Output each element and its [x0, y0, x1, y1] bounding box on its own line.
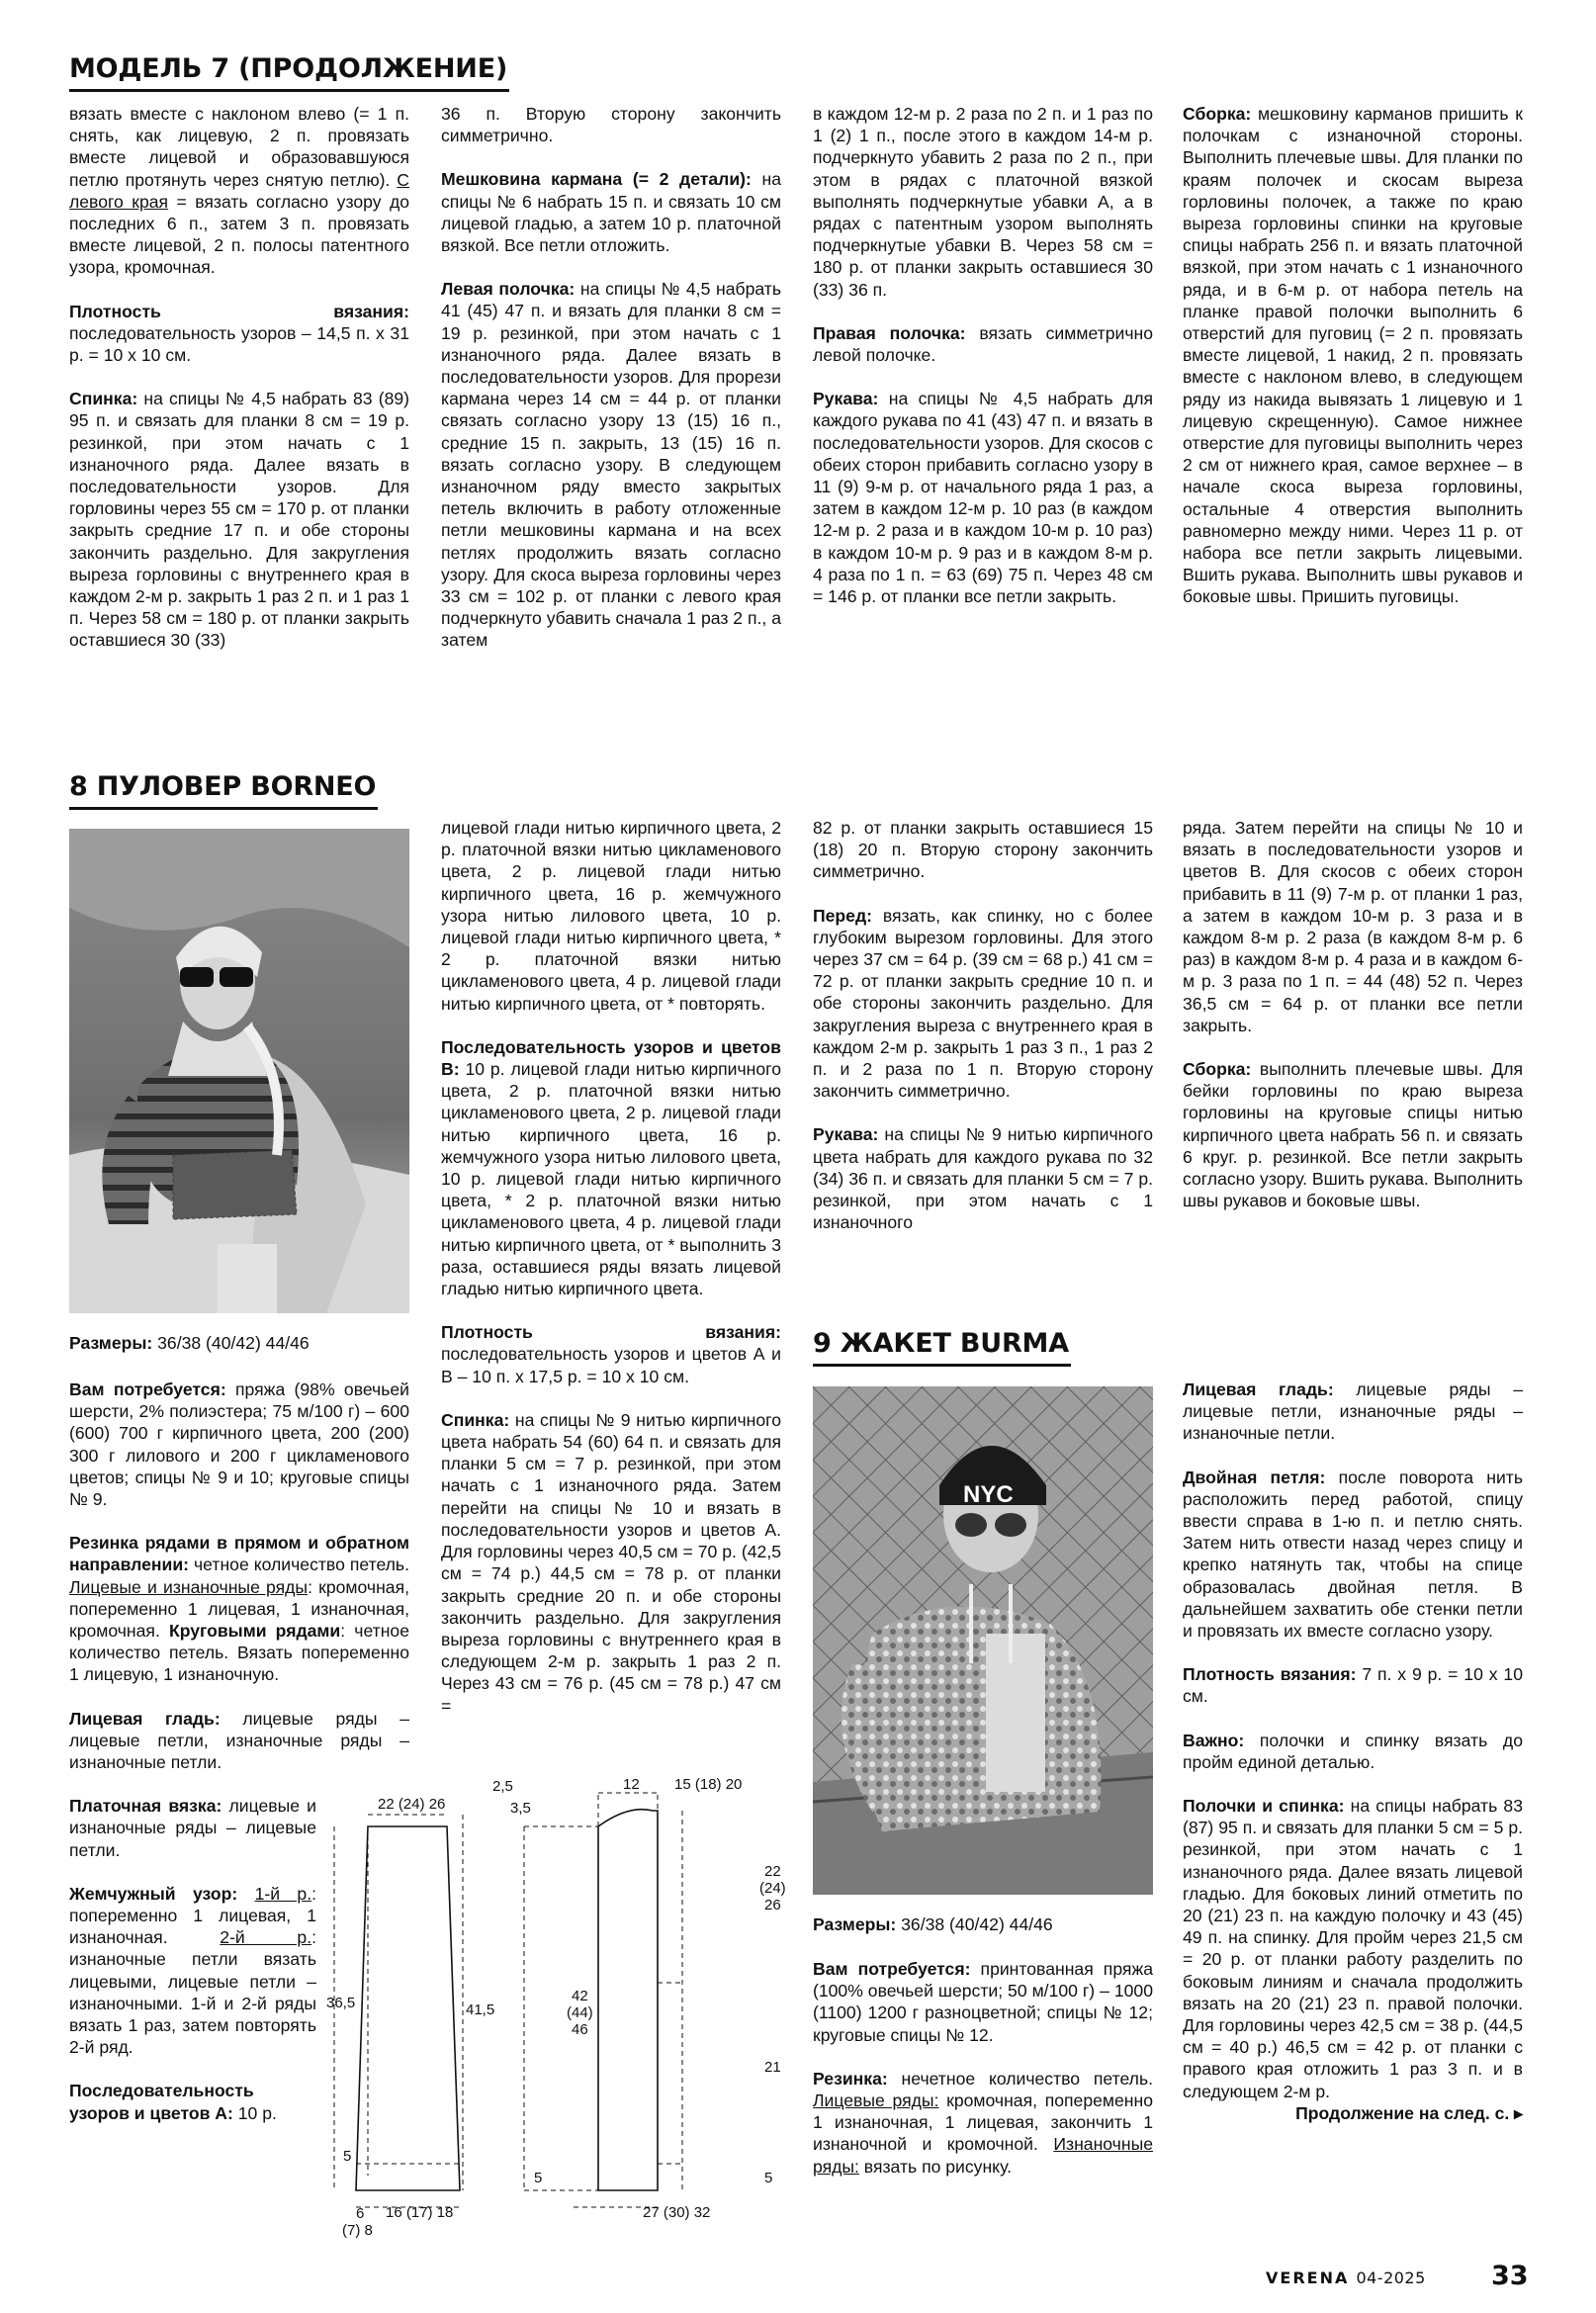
continued-next-page: Продолжение на след. с. ▸ — [1295, 2102, 1523, 2123]
dim-24: (24) — [759, 1880, 786, 1897]
m8-sleeves-cont: ряда. Затем перейти на спицы № 10 и вязать в последовательности узоров и цветов В. Для скосов с обеих сторон прибавить в 11 (9) 7-м р. от планки 1 раз, а затем в каждом 10-м р. 3 раза и в каждом 8-м р. 2 раза (в каждом 8-м р. 6 раз) в каждом 8-м р. 4 раза и в каждом 6-м р. 3 раза по 1 п. = 44 (48) 52 п. Через 36,5 см = 64 р. от планки все петли закрыть. — [1183, 818, 1523, 1035]
section-title-model-8: 8 ПУЛОВЕР BORNEO — [69, 771, 378, 810]
pattern-schema — [326, 1775, 791, 2220]
dim-2-5: 2,5 — [492, 1778, 513, 1795]
m8-column-4 — [1183, 817, 1523, 1211]
m8-rib: Резинка рядами в прямом и обратном направлении: четное количество петель. Лицевые и изнаночные ряды: кромочная, попеременно 1 лицевая, 1 изнаночная, кромочная. Круговыми рядами: четное количество петель. Вязать попеременно 1 лицевую, 1 изнаночную. — [69, 1533, 410, 1685]
pullover-photo — [69, 829, 409, 1313]
m8-sequence-a-cont: лицевой глади нитью кирпичного цвета, 2 р. платочной вязки нитью цикламенового цвета, 2 р. лицевой глади нитью кирпичного цвета, 16 р. жемчужного узора нитью лилового цвета, 10 р. лицевой глади нитью кирпичного цвета, * 2 р. платочной вязки нитью цикламенового цвета, 4 р. лицевой глади нитью кирпичного цвета, от * повторять. — [441, 818, 781, 1014]
pullover-photo-illustration — [69, 829, 409, 1313]
m8-sizes: Размеры: 36/38 (40/42) 44/46 — [69, 1333, 310, 1353]
m8-assembly: Сборка: выполнить плечевые швы. Для бейки горловины по краю выреза горловины на круговые спицы нитью кирпичного цвета набрать 56 п. и связать 6 круг. р. резинкой. Все петли закрыть согласно узору. Вшить рукава. Выполнить швы рукавов и боковые швы. — [1183, 1059, 1523, 1211]
m8-column-2 — [441, 817, 781, 1717]
m8-front: Перед: вязать, как спинку, но с более глубоким вырезом горловины. Для этого через 37 см = 64 р. (39 см = 68 р.) 41 см = 72 р. от планки закрыть средние 10 п. и обе стороны закончить раздельно. Для закругления выреза с внутреннего края в каждом 2-м р. закрыть 1 раз 3 п., 1 раз 2 п. и 2 раза по 1 п. Вторую сторону закончить симметрично. — [813, 905, 1153, 1102]
m7-column-2 — [441, 103, 781, 652]
sleeve-shape — [356, 1826, 460, 2190]
m7-paragraph: 36 п. Вторую сторону закончить симметрично. — [441, 104, 781, 146]
dim-22: 22 — [764, 1863, 781, 1880]
m8-sleeves: Рукава: на спицы № 9 нитью кирпичного цвета набрать для каждого рукава по 32 (34) 36 п. и связать для планки 5 см = 7 р. резинкой, при этом начать с 1 изнаночного — [813, 1124, 1153, 1233]
dim-sleeve-cuff: 5 — [343, 2148, 352, 2165]
m7-back: Спинка: на спицы № 4,5 набрать 83 (89) 95 п. и связать для планки 8 см = 19 р. резинкой, при этом начать с 1 изнаночного ряда. Далее вязать в последовательности узоров. Для горловины через 55 см = 170 р. от планки закрыть средние 17 п. и обе стороны закончить раздельно. Для закругления выреза горловины с внутреннего края в каждом 2-м р. закрыть 1 раз 2 п. и 1 раз 1 п. Через 58 см = 180 р. от планки закрыть оставшиеся 30 (33) — [69, 389, 409, 651]
m8-column-3 — [813, 817, 1153, 1233]
m8-back-cont: 82 р. от планки закрыть оставшиеся 15 (18) 20 п. Вторую сторону закончить симметрично. — [813, 818, 1153, 882]
dim-shoulder: 15 (18) 20 — [674, 1776, 743, 1793]
jacket-photo-illustration — [813, 1386, 1153, 1895]
dim-3-5: 3,5 — [510, 1800, 531, 1817]
dim-41-5: 41,5 — [466, 2002, 495, 2018]
m8-garter: Платочная вязка: лицевые и изнаночные ряды – лицевые петли. — [69, 1796, 317, 1860]
section-title-model-9: 9 ЖАКЕТ BURMA — [813, 1328, 1071, 1367]
dim-sleeve-length: 36,5 — [326, 1995, 356, 2011]
dim-21: 21 — [764, 2059, 781, 2076]
m9-rib: Резинка: нечетное количество петель. Лицевые ряды: кромочная, попеременно 1 изнаночная, 1 лицевая, закончить 1 изнаночной и кромочной. Изнаночные ряды: вязать по рисунку. — [813, 2068, 1153, 2177]
pullover-half-shape — [598, 1810, 658, 2190]
m9-stockinette: Лицевая гладь: лицевые ряды – лицевые петли, изнаночные ряды – изнаночные петли. — [1183, 1379, 1523, 1444]
m7-paragraph: в каждом 12-м р. 2 раза по 2 п. и 1 раз по 1 (2) 1 п., после этого в каждом 14-м р. подчеркнуто убавить 2 раза по 2 п., при этом в рядах с платочной вязкой выполнять подчеркнутые убавки А, а в рядах с патентным узором выполнять подчеркнутые убавки В. Через 58 см = 180 р. от планки закрыть оставшиеся 30 (33) 36 п. — [813, 104, 1153, 300]
dim-44: (44) — [567, 2004, 593, 2021]
m7-column-1 — [69, 103, 409, 652]
dim-6: 6 — [356, 2205, 365, 2220]
m8-sequence-a: Последовательность узоров и цветов А: 10 р. — [69, 2081, 277, 2123]
m8-materials: Вам потребуется: пряжа (98% овечьей шерсти, 2% полиэстера; 75 м/100 г) – 600 (600) 700 г кирпичного цвета, 200 (200) 300 г лилового и 200 г цикламенового цветов; спицы № 9 и 10; круговые спицы № 9. — [69, 1379, 410, 1510]
m7-pocket: Мешковина кармана (= 2 детали): на спицы № 6 набрать 15 п. и связать 10 см лицевой гладью, а затем 10 р. платочной вязкой. Все петли отложить. — [441, 169, 781, 256]
m8-stockinette: Лицевая гладь: лицевые ряды – лицевые петли, изнаночные ряды – изнаночные петли. — [69, 1708, 409, 1773]
m7-sleeves: Рукава: на спицы № 4,5 набрать для каждого рукава по 41 (43) 47 п. и вязать в последовательности узоров. Для скосов с обеих сторон прибавить согласно узору в 11 (9) 9-м р. от начального ряда 1 раз, а затем в каждом 12-м р. 10 раз (в каждом 12-м р. 2 раза и в каждом 10-м р. 10 раз) в каждом 10-м р. 9 раз и в каждом 8-м р. 4 раза по 1 п. = 63 (69) 75 п. Через 48 см = 146 р. от планки все петли закрыть. — [813, 389, 1153, 607]
m9-column-3 — [813, 1958, 1153, 2178]
m7-assembly: Сборка: мешковину карманов пришить к полочкам с изнаночной стороны. Выполнить плечевые швы. Для планки по краям полочек и скосам выреза горловины полочек, а также по краю выреза горловины спинки на круговые спицы набрать 256 п. и вязать платочной вязкой, при этом начать с 1 изнаночного ряда, и в 6-м р. от набора петель на планке правой полочки выполнить 6 отверстий для пуговиц (= 2 п. провязать вместе лицевой, 1 накид, 2 п. провязать вместе с наклоном влево, в следующем ряду из накида вывязать 1 лицевую и 1 лицевую скрещенную). Самое нижнее отверстие для пуговицы выполнить через 2 см от нижнего края, самое верхнее – в начале скоса выреза горловины, остальные 4 отверстия выполнить равномерно между ними. Через 11 р. от набора все петли закрыть лицевыми. Вшить рукава. Выполнить швы рукавов и боковые швы. Пришить пуговицы. — [1183, 104, 1523, 607]
m9-materials: Вам потребуется: принтованная пряжа (100% овечьей шерсти; 50 м/100 г) – 1000 (1100) 1200 г разноцветной; спицы № 12; круговые спицы № 12. — [813, 1959, 1153, 2045]
m9-column-4 — [1183, 1379, 1523, 2124]
dim-sleeve-bottom: 16 (17) 18 — [386, 2204, 454, 2220]
m7-paragraph: вязать вместе с наклоном влево (= 1 п. снять, как лицевую, 2 п. провязать вместе лицевой и образовавшуюся петлю протянуть через снятую петлю). С левого края = вязать согласно узору до последних 6 п., затем 3 п. провязать вместе лицевой, 2 п. полосы патентного узора, кромочная. — [69, 104, 410, 278]
dim-sleeve-top: 22 (24) 26 — [378, 1796, 446, 1813]
dim-26: 26 — [764, 1897, 781, 1913]
m9-fronts-back: Полочки и спинка: на спицы набрать 83 (87) 95 п. и связать для планки 5 см = 5 р. резинкой, при этом начать с 1 изнаночного ряда. Далее вязать лицевой гладью. Для боковых линий отметить по 20 (21) 23 п. на каждую полочку и 43 (45) 49 п. на спинку. Для пройм через 21,5 см = 20 р. от планки работу разделить по боковым линиям и сначала продолжить вязать на 20 (21) 23 п. правой полочки. Для горловины через 42,5 см = 38 р. (44,5 см = 40 р.) 46,5 см = 42 р. от планки с правого края отложить 1 раз 3 п. и в следующем 2-м р. — [1183, 1796, 1523, 2101]
m7-density: Плотность вязания: последовательность узоров – 14,5 п. х 31 р. = 10 х 10 см. — [69, 301, 409, 366]
m8-back: Спинка: на спицы № 9 нитью кирпичного цвета набрать 54 (60) 64 п. и связать для планки 5 см = 7 р. резинкой, при этом начать с 1 изнаночного ряда. Затем перейти на спицы № 10 и вязать в последовательности узоров и цветов А. Для горловины через 40,5 см = 70 р. (42,5 см = 74 р.) 44,5 см = 78 р. от планки закрыть средние 20 п. и обе стороны закончить раздельно. Для закругления выреза горловины с внутреннего края в следующем 2-м р. закрыть 1 раз 2 п. Через 43 см = 76 р. (45 см = 78 р.) 47 см = — [441, 1409, 781, 1716]
dim-5-body: 5 — [534, 2170, 543, 2186]
m9-sizes: Размеры: 36/38 (40/42) 44/46 — [813, 1914, 1053, 1934]
dim-7-8: (7) 8 — [342, 2222, 373, 2239]
page-number: 33 — [1491, 2261, 1529, 2291]
m8-pearl: Жемчужный узор: 1-й р.: попеременно 1 лицевая, 1 изнаночная. 2-й р.: изнаночные петли вязать лицевыми, лицевые петли – изнаночными. 1-й и 2-й ряды вязать 1 раз, затем повторять 2-й ряд. — [69, 1883, 316, 2058]
jacket-photo — [813, 1386, 1153, 1895]
m8-sequence-b: Последовательность узоров и цветов В: 10 р. лицевой глади нитью кирпичного цвета, 2 р. платочной вязки нитью цикламенового цвета, 2 р. лицевой глади нитью кирпичного цвета, 16 р. жемчужного узора нитью лилового цвета, 10 р. лицевой глади нитью кирпичного цвета, * 2 р. платочной вязки нитью цикламенового цвета, 4 р. лицевой глади нитью кирпичного цвета, от * выполнить 3 раза, оставшиеся ряды вязать лицевой гладью нитью кирпичного цвета. — [441, 1036, 781, 1299]
footer-brand: VERENA 04-2025 — [1266, 2269, 1426, 2287]
m7-left-front: Левая полочка: на спицы № 4,5 набрать 41 (45) 47 п. и вязать для планки 8 см = 19 р. резинкой, при этом начать с 1 изнаночного ряда. Далее вязать в последовательности узоров. Для прорези кармана через 14 см = 44 р. от планки связать согласно узору 13 (15) 16 п., средние 15 п. закрыть, 13 (15) 16 п. вязать согласно узору. В следующем изнаночном ряду вместо закрытых петель включить в работу отложенные петли мешковины кармана и на всех петлях продолжить вязать согласно узору. Для скоса выреза горловины через 33 см = 102 р. от планки с левого края подчеркнуто убавить сначала 1 раз 2 п., а затем — [441, 279, 781, 651]
cap-logo: NYC — [963, 1481, 1014, 1508]
m7-column-3 — [813, 103, 1153, 607]
dim-12: 12 — [623, 1776, 640, 1793]
m9-double-stitch: Двойная петля: после поворота нить расположить перед работой, спицу ввести справа в 1-ю п. и петлю снять. Затем нить отвести назад через спицу и крепко натянуть так, чтобы на спице образовалась двойная петля. В дальнейшем захватить обе стенки петли и провязать их вместе согласно узору. — [1183, 1467, 1523, 1642]
dim-5-right: 5 — [764, 2170, 773, 2186]
m9-important: Важно: полочки и спинку вязать до пройм единой деталью. — [1183, 1730, 1523, 1772]
m7-column-4 — [1183, 103, 1523, 608]
dim-body-bottom: 27 (30) 32 — [643, 2204, 711, 2220]
section-title-model-7: МОДЕЛЬ 7 (ПРОДОЛЖЕНИЕ) — [69, 53, 509, 92]
dim-42: 42 — [572, 1988, 588, 2004]
dim-46: 46 — [572, 2021, 588, 2038]
m7-right-front: Правая полочка: вязать симметрично левой полочке. — [813, 322, 1153, 366]
m9-density: Плотность вязания: 7 п. х 9 р. = 10 х 10 см. — [1183, 1664, 1523, 1707]
m8-density: Плотность вязания: последовательность узоров и цветов А и В – 10 п. х 17,5 р. = 10 х 10 см. — [441, 1322, 781, 1386]
